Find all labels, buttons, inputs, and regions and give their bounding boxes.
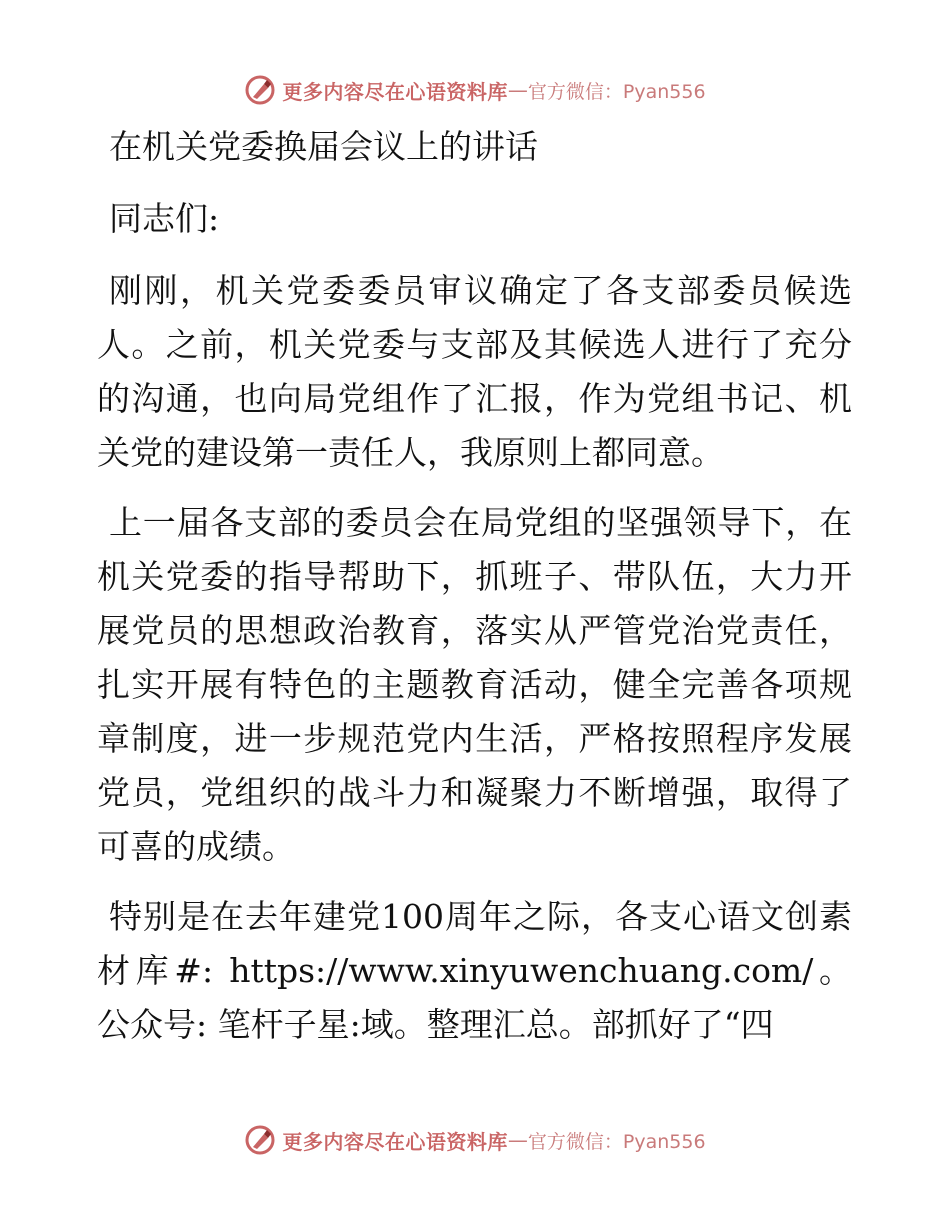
banner-main-text: 更多内容尽在心语资料库 (282, 1129, 508, 1154)
banner-wechat-text: 官方微信：Pyan556 (527, 80, 706, 103)
document-title: 在机关党委换届会议上的讲话 (109, 127, 538, 166)
paragraph: 上一届各支部的委员会在局党组的坚强领导下，在机关党委的指导帮助下，抓班子、带队伍，大力开展党员的思想政治教育，落实从严管党治党责任，扎实开展有特色的主题教育活动，健全完善各项规章制度，进一步规范党内生活，严格按照程序发展党员，党组织的战斗力和凝聚力不断增强，取得了可喜的成绩。 (97, 503, 852, 866)
banner-wechat-text: 官方微信：Pyan556 (527, 1130, 706, 1153)
pen-nib-logo-icon (244, 1124, 276, 1156)
paragraph: 刚刚，机关党委委员审议确定了各支部委员候选人。之前，机关党委与支部及其候选人进行了充分的沟通，也向局党组作了汇报，作为党组书记、机关党的建设第一责任人，我原则上都同意。 (97, 271, 852, 472)
pen-nib-logo-icon (244, 74, 276, 106)
banner-separator: — (507, 1128, 528, 1152)
footer-banner (0, 1120, 950, 1160)
banner-separator: — (507, 78, 528, 102)
salutation: 同志们: (109, 199, 220, 238)
banner-main-text: 更多内容尽在心语资料库 (282, 79, 508, 104)
header-banner (0, 70, 950, 110)
document-body (97, 118, 852, 1052)
paragraph: 特别是在去年建党100周年之际，各支心语文创素材库#: https://www.xinyuwenchuang.com/。公众号: 笔杆子星:域。整理汇总。部抓好了“四 (97, 897, 852, 1044)
